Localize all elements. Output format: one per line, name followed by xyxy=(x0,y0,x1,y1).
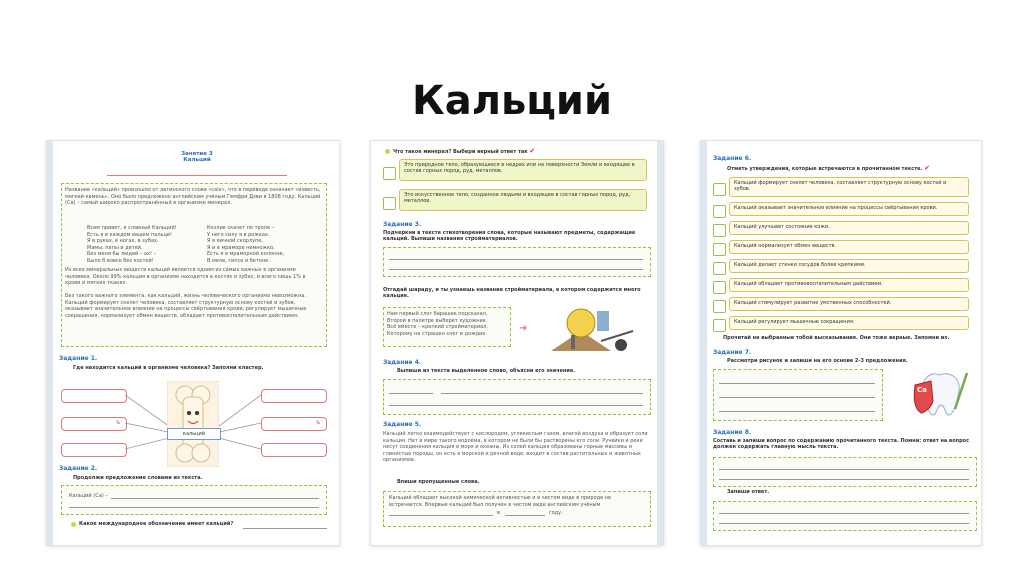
statement-option[interactable]: Кальций улучшает состояние кожи. xyxy=(729,221,969,235)
riddle-question: Отгадай шараду, и ты узнаешь название стройматериала, в котором содержится много кальция. xyxy=(383,287,641,299)
statement-checkbox[interactable] xyxy=(713,300,726,313)
arrow-icon: ➜ xyxy=(519,323,528,334)
answer-option[interactable]: Это природное тело, образующееся в недрах или на поверхности Земли и входящее в состав горных пород, руд, металлов. xyxy=(399,159,647,181)
task-4-answer-box[interactable] xyxy=(383,379,651,415)
riddle-line: Второй в палитре выберет художник. xyxy=(387,317,488,324)
task-8-heading: Задание 8. xyxy=(713,429,752,436)
answer-line[interactable] xyxy=(389,393,433,394)
workbook-page-3 xyxy=(700,140,982,546)
answer-line[interactable] xyxy=(719,397,875,398)
task-2-answer-box[interactable] xyxy=(61,485,327,515)
statement-checkbox[interactable] xyxy=(713,243,726,256)
task-6-heading: Задание 6. xyxy=(713,155,752,162)
task-6-note: Прочитай не выбранные тобой высказывания. Они тоже верные. Запомни их. xyxy=(723,335,950,341)
answer-line[interactable] xyxy=(719,479,969,480)
answer-line[interactable] xyxy=(389,405,643,406)
task-2-question: Продолжи предложение словами из текста. xyxy=(73,475,203,481)
task-8-question-box[interactable] xyxy=(713,457,977,487)
task-4-question: Выпиши из текста выделенное слово, объясни его значение. xyxy=(397,368,576,374)
task-3-heading: Задание 3. xyxy=(383,221,422,228)
answer-line[interactable] xyxy=(243,528,327,529)
answer-line[interactable] xyxy=(719,383,875,384)
checkmark-icon: ✔ xyxy=(924,164,931,172)
task-7-answer-box[interactable] xyxy=(713,369,883,421)
answer-line[interactable] xyxy=(719,513,969,514)
lesson-topic: Кальций xyxy=(183,157,211,163)
answer-option[interactable]: Это искусственное тело, созданное людьми и входящее в состав горных пород, руд, металлов. xyxy=(399,189,647,211)
bullet-icon xyxy=(71,522,76,527)
poem-line: Козлик скачет по тропе – xyxy=(207,225,275,231)
answer-line[interactable] xyxy=(111,498,319,499)
task-4-heading: Задание 4. xyxy=(383,359,422,366)
slide-title: Кальций xyxy=(412,78,612,124)
statement-option[interactable]: Кальций делает стенки сосудов более крепкими. xyxy=(729,259,969,273)
answer-line[interactable] xyxy=(719,411,875,412)
answer-line[interactable] xyxy=(719,523,969,524)
poem-line: У него силу я в рожках. xyxy=(207,231,270,238)
answer-line[interactable] xyxy=(441,393,643,394)
task-8-question: Составь и запиши вопрос по содержанию прочитанного текста. Помни: ответ на вопрос должен содержать главную мысль текста. xyxy=(713,438,970,450)
task-1-heading: Задание 1. xyxy=(59,355,98,362)
checkmark-icon: ✔ xyxy=(529,147,536,155)
poem-line: В меле, гипсе и бетоне. xyxy=(207,257,270,264)
riddle-line: Нам первый слог барашек подсказал, xyxy=(387,311,488,317)
riddle-line: Всё вместе – крепкий стройматериал, xyxy=(387,324,488,330)
poem-line: Мамы, папы и детей. xyxy=(87,244,143,251)
lesson-number: Занятие 3 xyxy=(181,151,213,157)
task-3-answer-box[interactable] xyxy=(383,247,651,277)
statement-checkbox[interactable] xyxy=(713,183,726,196)
answer-line[interactable] xyxy=(389,269,643,270)
riddle-text xyxy=(387,311,507,337)
page-edge xyxy=(701,141,707,545)
answer-line[interactable] xyxy=(389,259,643,260)
statement-checkbox[interactable] xyxy=(713,224,726,237)
answer-line[interactable] xyxy=(69,507,319,508)
statement-checkbox[interactable] xyxy=(713,319,726,332)
task-7-question: Рассмотри рисунок и запиши на его основе 2-3 предложения. xyxy=(727,358,908,364)
statement-checkbox[interactable] xyxy=(713,281,726,294)
mineral-question xyxy=(393,147,633,155)
task-2-heading: Задание 2. xyxy=(59,465,98,472)
statement-checkbox[interactable] xyxy=(713,205,726,218)
mineral-question-text: Что такое минерал? Выбери верный ответ так xyxy=(393,149,528,155)
statement-option[interactable]: Кальций оказывает значительное влияние на процессы свёртывания крови. xyxy=(729,202,969,216)
task-5-fill-text: Кальций обладает высокой химической активностью и в чистом виде в природе не встречается. Впервые кальций был получен в чистом виде английским учёным xyxy=(389,495,612,508)
task-1-question: Где находится кальций в организме человека? Заполни кластер. xyxy=(73,365,264,371)
bone-character-icon xyxy=(167,381,219,467)
statement-option[interactable]: Кальций обладает противовоспалительным действием. xyxy=(729,278,969,292)
task-7-heading: Задание 7. xyxy=(713,349,752,356)
poem-line: Было б вовсе без костей! xyxy=(87,257,154,264)
poem-line: Есть я в каждом вашем пальце! xyxy=(87,231,172,238)
statement-option[interactable]: Кальций формирует скелет человека, составляет структурную основу костей и зубов. xyxy=(729,177,969,197)
answer-checkbox[interactable] xyxy=(383,167,396,180)
paragraph-2: Из всех минеральных веществ кальций является одним из самых важных в организме человека. Около 99% кальция в организме находится в костях и зубах, и всего лишь 1% в крови и мягких тканях. xyxy=(65,267,306,286)
percent-label: % xyxy=(315,421,320,426)
task-2-prompt: Кальций (Ca) – xyxy=(69,493,108,499)
poem-line: Без меня бы людей – ах! – xyxy=(87,251,157,257)
task-8-answer-box[interactable] xyxy=(713,501,977,531)
percent-label: % xyxy=(115,421,120,426)
poem-line: Я в руках, в ногах, в зубах. xyxy=(87,238,159,244)
letter-v: в xyxy=(497,510,500,516)
page-edge xyxy=(657,141,663,545)
poem-line: Есть я в мраморной колонне, xyxy=(207,251,285,257)
poem-line: Я в яичной скорлупе, xyxy=(207,238,264,244)
poem-line: Всем привет, я славный Кальций! xyxy=(87,225,177,231)
statement-option[interactable]: Кальций нормализует обмен веществ. xyxy=(729,240,969,254)
task-5-heading: Задание 5. xyxy=(383,421,422,428)
task-5-subtask: Впиши пропущенные слова. xyxy=(397,479,480,485)
answer-line[interactable] xyxy=(389,515,493,516)
bullet-icon xyxy=(385,149,390,154)
poem-line: Я и в мраморе немножко, xyxy=(207,244,275,251)
task-8-subtask: Запиши ответ. xyxy=(727,489,770,495)
task-5-text: Кальций легко взаимодействует с кислородом, углекислым газом, влагой воздуха и образует соли кальция. Нет в мире такого водоёма, в котором не были бы растворены его соли. Ручейки и реки несут соединения кальция в моря и океаны. Из солей кальция образованы горные массивы и глинистые породы, он есть в морской и речной воде, входит в состав растительных и животных организмов. xyxy=(383,431,648,463)
footer-question: Какое международное обозначение имеет кальций? xyxy=(79,521,234,527)
statement-checkbox[interactable] xyxy=(713,262,726,275)
paragraph-3: Без такого важного элемента, как кальций, жизнь человеческого организма невозможна. Кальций формирует скелет человека, составляет структурную основу костей и зубов, оказывает значительное влияние на процессы свёртывания крови, регулирует мышечные сокращения, нормализует обмен веществ, обладает противоспалительным действием. xyxy=(65,293,307,319)
cement-mixer-icon xyxy=(541,301,641,353)
task-6-question-text: Отметь утверждения, которые встречаются в прочитанном тексте. xyxy=(727,166,923,172)
riddle-line: Которому не страшен снег и дождик. xyxy=(387,330,487,337)
answer-checkbox[interactable] xyxy=(383,197,396,210)
task-5-year: году. xyxy=(549,510,563,516)
workbook-page-1 xyxy=(46,140,340,546)
answer-line[interactable] xyxy=(719,469,969,470)
statement-option[interactable]: Кальций стимулирует развитие умственных способностей. xyxy=(729,297,969,311)
task-6-question xyxy=(727,164,977,172)
task-3-question: Подчеркни в тексте стихотворения слова, которые называют предметы, содержащие кальций. Выпиши названия стройматериалов. xyxy=(383,230,636,242)
ca-label: Ca xyxy=(917,386,927,394)
intro-paragraph: Название «кальций» произошло от латинского слова «calx», что в переводе означает «известь, мягкий камень». Оно было предложено английским учёным Гемфри Дэви в 1808 году. Кальций (Ca) – самый широко распространённый в организме минерал. xyxy=(65,187,321,206)
answer-line[interactable] xyxy=(505,515,545,516)
statement-option[interactable]: Кальций регулирует мышечные сокращения. xyxy=(729,316,969,330)
tooth-shield-icon xyxy=(909,369,969,421)
cluster-center: кальций xyxy=(167,428,221,440)
workbook-page-2 xyxy=(370,140,664,546)
